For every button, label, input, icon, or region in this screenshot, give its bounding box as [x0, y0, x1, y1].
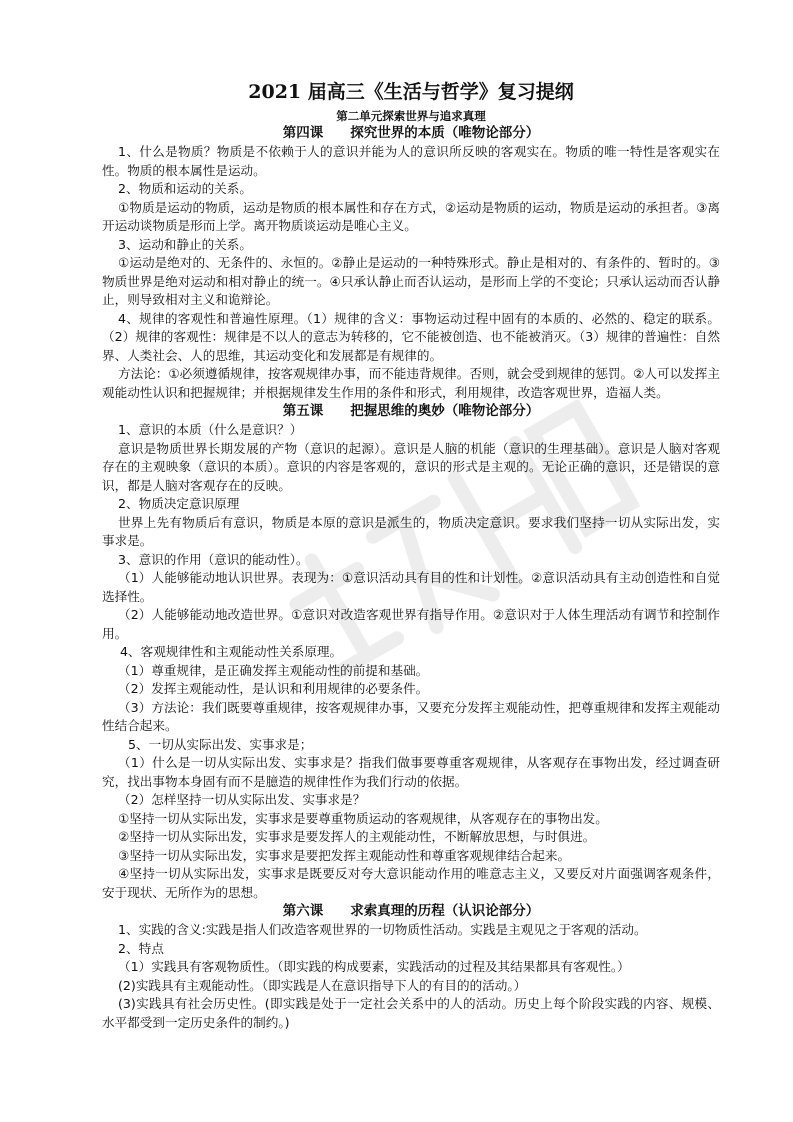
paragraph: （1）实践具有客观物质性。（即实践的构成要素，实践活动的过程及其结果都具有客观性。） — [118, 959, 630, 974]
paragraph: ③坚持一切从实际出发，实事求是要把发挥主观能动性和尊重客观规律结合起来。 — [118, 847, 571, 863]
paragraph: 世界上先有物质后有意识，物质是本原的意识是派生的，物质决定意识。要求我们坚持一切从实际出发，实事求是。 — [102, 514, 720, 548]
paragraph: 1、实践的含义:实践是指人们改造客观世界的一切物质性活动。实践是主观见之于客观的活动。 — [118, 922, 647, 937]
paragraph: （1）什么是一切从实际出发、实事求是？指我们做事要尊重客观规律，从客观存在事物出发，经过调查研究，找出事物本身固有而不是臆造的规律性作为我们行动的依据。 — [102, 755, 720, 789]
paragraph: (3)实践具有社会历史性。(即实践是处于一定社会关系中的人的活动。历史上每个阶段实践的内容、规模、水平都受到一定历史条件的制约。) — [102, 996, 720, 1030]
paragraph: 2、特点 — [118, 940, 164, 956]
paragraph: 1、什么是物质？物质是不依赖于人的意识并能为人的意识所反映的客观实在。物质的唯一特性是客观实在性。物质的根本属性是运动。 — [102, 144, 720, 178]
lesson-4-heading: 第四课 探究世界的本质（唯物论部分） — [282, 125, 540, 141]
paragraph: ①运动是绝对的、无条件的、永恒的。②静止是运动的一种特殊形式。静止是相对的、有条件的、暂时的。③物质世界是绝对运动和相对静止的统一。④只承认静止而否认运动，是形而上学的不变论；只承认运动而否认静止，则导致相对主义和诡辩论。 — [102, 255, 720, 307]
paragraph: 2、物质决定意识原理 — [118, 496, 240, 511]
paragraph: 4、规律的客观性和普遍性原理。（1）规律的含义：事物运动过程中固有的本质的、必然的、稳定的联系。（2）规律的客观性：规律是不以人的意志为转移的，它不能被创造、也不能被消灭。（3）规律的普遍性：自然界、人类社会、人的思维，其运动变化和发展都是有规律的。 — [102, 310, 720, 363]
document-title: 2021 届高三《生活与哲学》复习提纲 — [248, 81, 574, 103]
paragraph: 1、意识的本质（什么是意识？） — [118, 422, 303, 437]
lesson-6-heading: 第六课 求索真理的历程（认识论部分） — [282, 903, 540, 919]
paragraph: ④坚持一切从实际出发，实事求是既要反对夸大意识能动作用的唯意志主义，又要反对片面强调客观条件，安于现状、无所作为的思想。 — [102, 866, 720, 900]
paragraph: （1）人能够能动地认识世界。表现为：①意识活动具有目的性和计划性。②意识活动具有主动创造性和自觉选择性。 — [102, 570, 720, 604]
paragraph: 4、客观规律性和主观能动性关系原理。 — [120, 644, 343, 659]
paragraph: 3、运动和静止的关系。 — [118, 236, 252, 252]
paragraph: 意识是物质世界长期发展的产物（意识的起源）。意识是人脑的机能（意识的生理基础）。意识是人脑对客观存在的主观映象（意识的本质）。意识的内容是客观的，意识的形式是主观的。无论正确的意识，还是错误的意识，都是人脑对客观存在的反映。 — [102, 440, 720, 493]
paragraph: （1）尊重规律，是正确发挥主观能动性的前提和基础。 — [118, 662, 429, 678]
paragraph: ②坚持一切从实际出发，实事求是要发挥人的主观能动性，不断解放思想，与时俱进。 — [118, 829, 596, 844]
paragraph: ①物质是运动的物质，运动是物质的根本属性和存在方式，②运动是物质的运动，物质是运动的承担者。③离开运动谈物质是形而上学。离开物质谈运动是唯心主义。 — [102, 199, 720, 233]
paragraph: 5、一切从实际出发、实事求是； — [128, 736, 313, 752]
paragraph: （3）方法论：我们既要尊重规律，按客观规律办事，又要充分发挥主观能动性，把尊重规律和发挥主观能动性结合起来。 — [102, 699, 720, 733]
paragraph: （2）发挥主观能动性，是认识和利用规律的必要条件。 — [118, 681, 429, 696]
unit-heading: 第二单元探索世界与追求真理 — [336, 109, 486, 123]
paragraph: 2、物质和运动的关系。 — [118, 181, 252, 196]
paragraph: ①坚持一切从实际出发，实事求是要尊重物质运动的客观规律，从客观存在的事物出发。 — [118, 810, 608, 826]
document-body — [102, 80, 720, 1032]
lesson-5-heading: 第五课 把握思维的奥妙（唯物论部分） — [282, 403, 540, 419]
paragraph: (2)实践具有主观能动性。（即实践是人在意识指导下人的有目的的活动。） — [118, 977, 527, 993]
paragraph: （2）人能够能动地改造世界。①意识对改造客观世界有指导作用。②意识对于人体生理活动有调节和控制作用。 — [102, 607, 720, 641]
paragraph: 方法论：①必须遵循规律，按客观规律办事，而不能违背规律。否则，就会受到规律的惩罚。②人可以发挥主观能动性认识和把握规律；并根据规律发生作用的条件和形式，利用规律，改造客观世界，造福人类。 — [102, 366, 720, 400]
paragraph: 3、意识的作用（意识的能动性）。 — [118, 551, 309, 567]
paragraph: （2）怎样坚持一切从实际出发、实事求是？ — [118, 792, 366, 807]
